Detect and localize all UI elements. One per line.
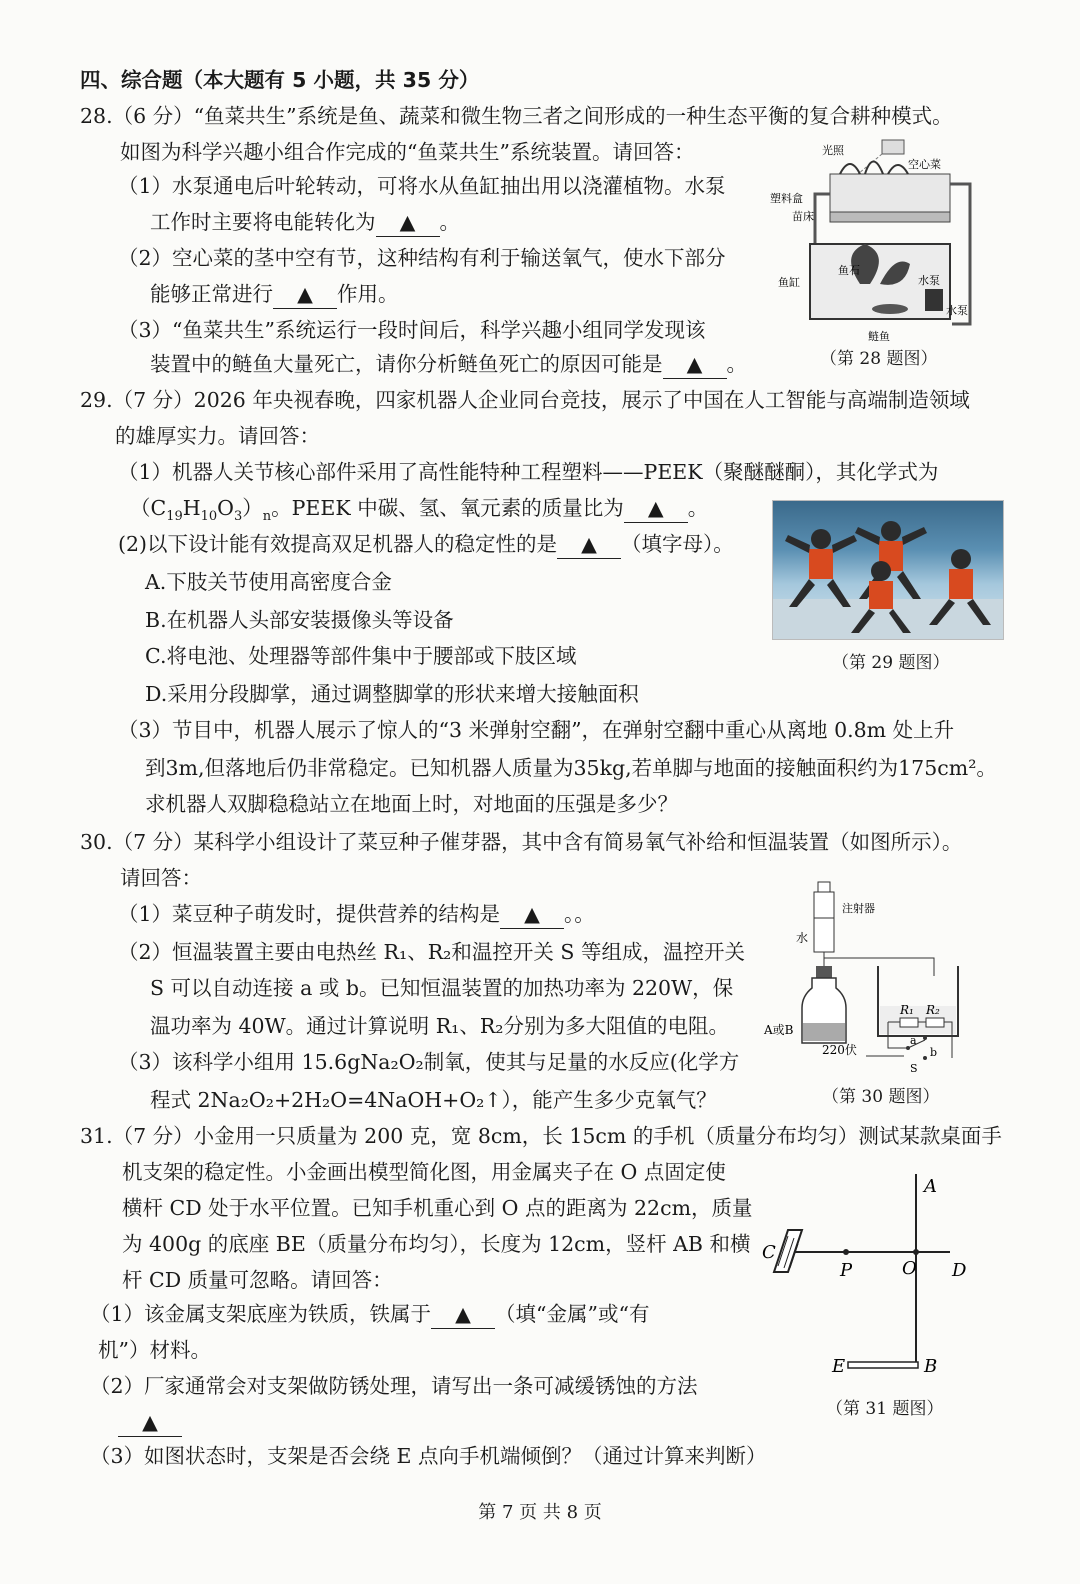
fig31-label-p: P	[840, 1260, 853, 1281]
q31-part2-blank	[118, 1408, 182, 1437]
fig28-cabbage-label: 空心菜	[908, 158, 941, 171]
answer-blank[interactable]: ▲	[376, 208, 440, 237]
fig30-ab-label: A或B	[764, 1023, 794, 1037]
q28-part3b: 装置中的鲢鱼大量死亡，请你分析鲢鱼死亡的原因可能是 ▲ 。	[150, 350, 747, 379]
answer-blank[interactable]: ▲	[663, 350, 727, 379]
fig30-voltage-label: 220伏	[822, 1043, 857, 1057]
fig28-fish-label: 鲢鱼	[868, 330, 890, 343]
answer-blank[interactable]: ▲	[500, 900, 564, 929]
fig30-r1-label: R₁	[900, 1003, 914, 1017]
q28-part2b: 能够正常进行 ▲ 作用。	[150, 280, 399, 309]
q31-part1a: （1）该金属支架底座为铁质，铁属于 ▲ （填“金属”或“有	[90, 1300, 650, 1329]
q29-part3a: （3）节目中，机器人展示了惊人的“3 米弹射空翻”，在弹射空翻中重心从离地 0.8m 处上升	[118, 718, 955, 742]
q28-part3a: （3）“鱼菜共生”系统运行一段时间后，科学兴趣小组同学发现该	[118, 318, 706, 342]
q31-line1: 31.（7 分）小金用一只质量为 200 克，宽 8cm，长 15cm 的手机（质量分布均匀）测试某款桌面手	[80, 1124, 1002, 1148]
fig28-pump-label: 水泵	[946, 304, 968, 317]
q29-part3c: 求机器人双脚稳稳站立在地面上时，对地面的压强是多少？	[145, 792, 678, 816]
fig30-a-label: a	[910, 1034, 917, 1047]
robot-dance-photo	[772, 500, 1004, 640]
fig30-water-label: 水	[796, 931, 809, 945]
fig30-b-label: b	[930, 1046, 938, 1059]
section-title: 四、综合题（本大题有 5 小题，共 35 分）	[80, 68, 480, 92]
fig30-s-label: S	[910, 1062, 918, 1075]
q31-figure-caption: （第 31 题图）	[826, 1399, 944, 1419]
q28-line2: 如图为科学兴趣小组合作完成的“鱼菜共生”系统装置。请回答：	[120, 140, 695, 164]
germinator-diagram	[760, 878, 970, 1078]
q28-part2a: （2）空心菜的茎中空有节，这种结构有利于输送氧气，使水下部分	[118, 246, 726, 270]
q30-part1: （1）菜豆种子萌发时，提供营养的结构是 ▲ 。。	[118, 900, 595, 929]
answer-blank[interactable]: ▲	[557, 530, 621, 559]
fig28-pump-label-inner: 水泵	[918, 274, 940, 287]
q31-part3: （3）如图状态时，支架是否会绕 E 点向手机端倾倒？（通过计算来判断）	[90, 1444, 767, 1468]
aquaponics-diagram	[770, 134, 985, 346]
fig28-tank-label: 鱼缸	[778, 276, 800, 289]
q30-line1: 30.（7 分）某科学小组设计了菜豆种子催芽器，其中含有简易氧气补给和恒温装置（如图所示）。	[80, 830, 963, 854]
q30-line2: 请回答：	[120, 866, 202, 890]
answer-blank[interactable]: ▲	[431, 1300, 495, 1329]
q30-part2b: S 可以自动连接 a 或 b。已知恒温装置的加热功率为 220W，保	[150, 976, 734, 1000]
q29-line2: 的雄厚实力。请回答：	[115, 424, 320, 448]
q29-option-a: A.下肢关节使用高密度合金	[145, 570, 392, 594]
answer-blank[interactable]: ▲	[273, 280, 337, 309]
q30-figure-caption: （第 30 题图）	[822, 1087, 940, 1107]
q28-part1a: （1）水泵通电后叶轮转动，可将水从鱼缸抽出用以浇灌植物。水泵	[118, 174, 726, 198]
q31-part1c: 机”）材料。	[98, 1338, 211, 1362]
q31-line3: 横杆 CD 处于水平位置。已知手机重心到 O 点的距离为 22cm，质量	[122, 1196, 753, 1220]
fig28-light-label: 光照	[822, 144, 844, 157]
q29-option-b: B.在机器人头部安装摄像头等设备	[145, 608, 454, 632]
q29-part1b: $(C_{19}H_{10}O_3)_n$。PEEK 中碳、氢、氧元素的质量比为 ▲ 。	[130, 496, 709, 525]
q28-line1: 28.（6 分）“鱼菜共生”系统是鱼、蔬菜和微生物三者之间形成的一种生态平衡的复合耕种模式。	[80, 104, 953, 128]
fig28-box-label: 塑料盒	[770, 192, 803, 205]
fig30-syringe-label: 注射器	[842, 902, 875, 915]
q28-figure-caption: （第 28 题图）	[820, 349, 938, 369]
q29-line1: 29.（7 分）2026 年央视春晚，四家机器人企业同台竞技，展示了中国在人工智能与高端制造领域	[80, 388, 970, 412]
fig31-label-c: C	[762, 1242, 776, 1263]
fig28-bed-label: 苗床	[792, 210, 814, 223]
q29-part3b: 到3m,但落地后仍非常稳定。已知机器人质量为35kg,若单脚与地面的接触面积约为175cm²。	[145, 756, 997, 780]
q30-part3b: 程式 2Na₂O₂+2H₂O=4NaOH+O₂↑），能产生多少克氧气？	[150, 1088, 717, 1112]
fig31-label-b: B	[924, 1356, 938, 1377]
q30-part3a: （3）该科学小组用 15.6gNa₂O₂制氧，使其与足量的水反应(化学方	[118, 1050, 740, 1074]
q31-part2: （2）厂家通常会对支架做防锈处理，请写出一条可减缓锈蚀的方法	[90, 1374, 698, 1398]
answer-blank[interactable]: ▲	[624, 494, 688, 523]
q30-part2c: 温功率为 40W。通过计算说明 R₁、R₂分别为多大阻值的电阻。	[150, 1014, 729, 1038]
fig31-label-o: O	[902, 1258, 917, 1279]
page-footer: 第 7 页 共 8 页	[478, 1502, 602, 1523]
q29-figure-caption: （第 29 题图）	[832, 653, 950, 673]
fig31-label-e: E	[832, 1356, 846, 1377]
q31-line5: 杆 CD 质量可忽略。请回答：	[122, 1268, 393, 1292]
fig28-rock-label: 鱼石	[838, 264, 860, 277]
q29-option-c: C.将电池、处理器等部件集中于腰部或下肢区域	[145, 644, 577, 668]
answer-blank[interactable]: ▲	[118, 1408, 182, 1437]
q30-part2a: （2）恒温装置主要由电热丝 R₁、R₂和温控开关 S 等组成，温控开关	[118, 940, 745, 964]
phone-stand-diagram	[758, 1168, 978, 1388]
fig31-label-d: D	[952, 1260, 967, 1281]
q29-option-d: D.采用分段脚掌，通过调整脚掌的形状来增大接触面积	[145, 682, 639, 706]
q29-part1a: （1）机器人关节核心部件采用了高性能特种工程塑料——PEEK（聚醚醚酮），其化学式为	[118, 460, 939, 484]
q31-line4: 为 400g 的底座 BE（质量分布均匀），长度为 12cm，竖杆 AB 和横	[122, 1232, 751, 1256]
fig31-label-a: A	[924, 1176, 937, 1197]
q29-part2: (2)以下设计能有效提高双足机器人的稳定性的是 ▲ （填字母）。	[118, 530, 734, 559]
q31-line2: 机支架的稳定性。小金画出模型简化图，用金属夹子在 O 点固定使	[122, 1160, 726, 1184]
fig30-r2-label: R₂	[926, 1003, 940, 1017]
q28-part1b: 工作时主要将电能转化为 ▲ 。	[150, 208, 460, 237]
